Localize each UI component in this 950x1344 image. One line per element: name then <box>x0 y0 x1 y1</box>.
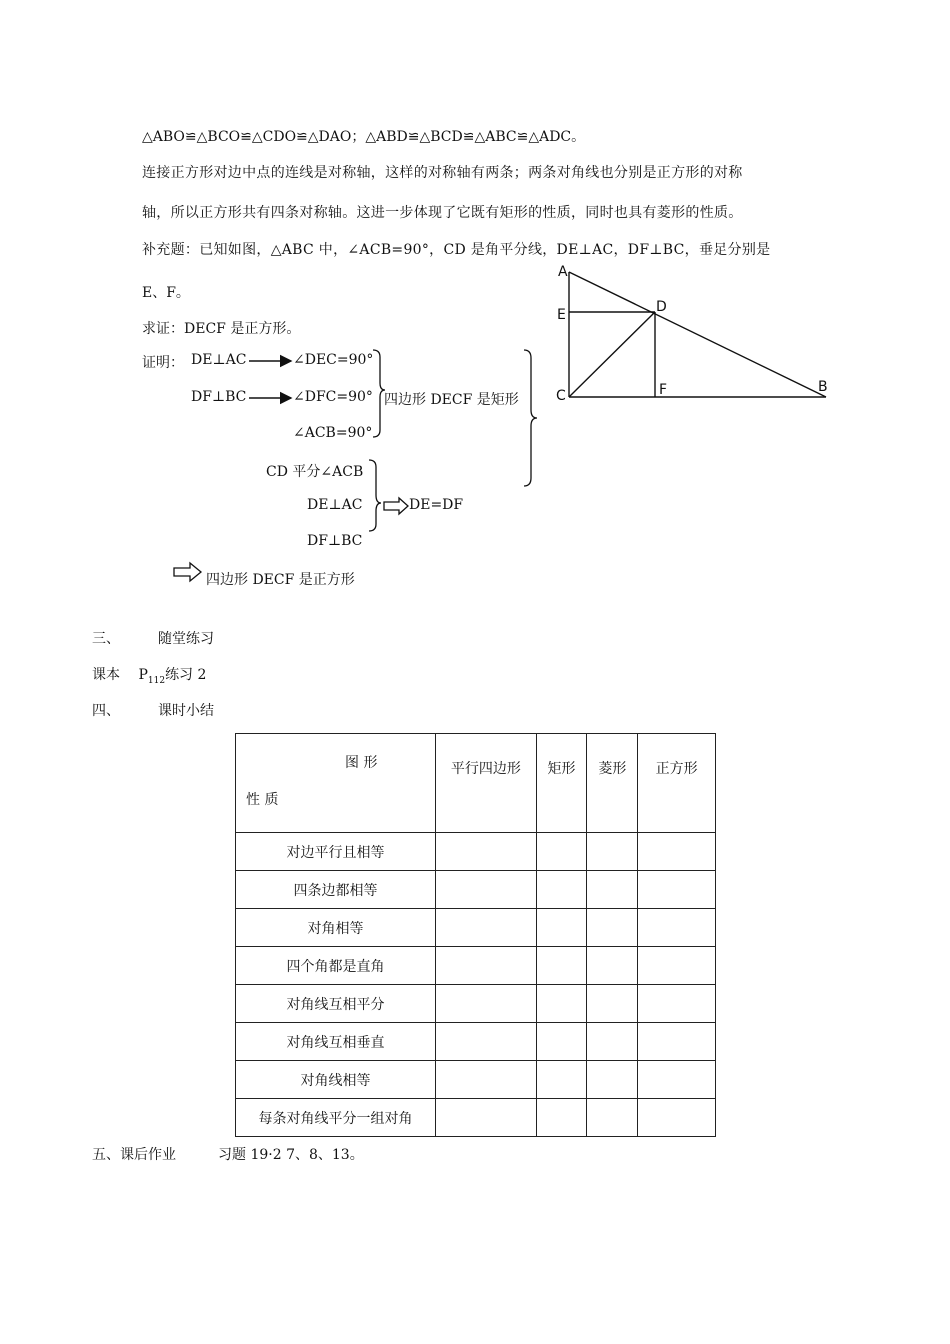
proof-step-de-perp-ac-2: DE⊥AC <box>307 497 363 513</box>
triangle-figure <box>569 272 826 397</box>
label-c: C <box>556 388 566 404</box>
table-row <box>236 1023 716 1061</box>
header-corner-cell <box>236 734 436 833</box>
table-row <box>236 947 716 985</box>
row-property: 对角相等 <box>236 909 436 947</box>
symmetry-paragraph-line1: 连接正方形对边中点的连线是对称轴，这样的对称轴有两条；两条对角线也分别是正方形的对称 <box>142 165 743 181</box>
table-row <box>236 909 716 947</box>
label-a: A <box>558 264 568 280</box>
proof-label: 证明： <box>142 355 184 371</box>
proof-rectangle-conclusion: 四边形 DECF 是矩形 <box>384 392 519 408</box>
table-row <box>236 1099 716 1137</box>
row-property: 对角线互相垂直 <box>236 1023 436 1061</box>
textbook-page-p: P <box>138 667 148 683</box>
proof-final-conclusion: 四边形 DECF 是正方形 <box>206 572 355 588</box>
proof-step-de-perp-ac: DE⊥AC <box>191 352 247 368</box>
symmetry-paragraph-line2: 轴，所以正方形共有四条对称轴。这进一步体现了它既有矩形的性质，同时也具有菱形的性质。 <box>142 205 743 221</box>
header-square: 正方形 <box>638 734 716 833</box>
textbook-prefix: 课本 <box>92 667 120 683</box>
label-b: B <box>818 379 828 395</box>
brace-equal <box>369 460 381 531</box>
label-d: D <box>656 299 667 315</box>
section5-homework: 习题 19·2 7、8、13。 <box>218 1147 364 1163</box>
section3-number: 三、 <box>92 631 120 647</box>
proof-angle-dfc: ∠DFC=90° <box>293 389 373 405</box>
proof-cd-bisects: CD 平分∠ACB <box>266 464 364 480</box>
problem-goal: 求证：DECF 是正方形。 <box>142 321 301 337</box>
table-row <box>236 985 716 1023</box>
header-parallelogram: 平行四边形 <box>436 734 537 833</box>
label-f: F <box>659 382 668 398</box>
summary-table <box>235 733 716 1137</box>
hollow-arrow-final <box>174 563 201 581</box>
hollow-arrow-de-df <box>384 498 408 514</box>
row-property: 每条对角线平分一组对角 <box>236 1099 436 1137</box>
table-row <box>236 871 716 909</box>
proof-de-equals-df: DE=DF <box>409 497 464 513</box>
segment-cd <box>569 312 655 397</box>
header-rectangle: 矩形 <box>536 734 587 833</box>
table-row <box>236 1061 716 1099</box>
row-property: 四个角都是直角 <box>236 947 436 985</box>
problem-statement-line1: 补充题：已知如图，△ABC 中，∠ACB=90°，CD 是角平分线，DE⊥AC，DF⊥BC，垂足分别是 <box>142 242 771 258</box>
header-figure-label: 图 形 <box>345 755 378 771</box>
row-property: 四条边都相等 <box>236 871 436 909</box>
table-row <box>236 833 716 871</box>
congruence-line: △ABO≌△BCO≌△CDO≌△DAO；△ABD≌△BCD≌△ABC≌△ADC。 <box>142 129 586 145</box>
table-header-row <box>236 734 716 833</box>
header-rhombus: 菱形 <box>587 734 638 833</box>
row-property: 对边平行且相等 <box>236 833 436 871</box>
proof-step-df-perp-bc: DF⊥BC <box>191 389 247 405</box>
row-property: 对角线相等 <box>236 1061 436 1099</box>
segment-ab <box>569 272 826 397</box>
row-property: 对角线互相平分 <box>236 985 436 1023</box>
textbook-page-number: 112 <box>147 675 166 686</box>
section4-number: 四、 <box>92 703 120 719</box>
brace-large <box>524 350 537 486</box>
proof-angle-acb: ∠ACB=90° <box>293 425 373 441</box>
section4-title: 课时小结 <box>158 703 214 719</box>
section5-label: 五、课后作业 <box>92 1147 176 1163</box>
header-property-label: 性 质 <box>246 792 279 808</box>
brace-rectangle <box>373 350 385 437</box>
label-e: E <box>557 307 566 323</box>
textbook-reference <box>92 664 206 686</box>
problem-statement-line2: E、F。 <box>142 285 190 301</box>
proof-diagram-graphics <box>0 0 950 620</box>
proof-step-df-perp-bc-2: DF⊥BC <box>307 533 363 549</box>
section3-title: 随堂练习 <box>158 631 214 647</box>
textbook-suffix: 练习 2 <box>165 667 207 683</box>
proof-angle-dec: ∠DEC=90° <box>293 352 374 368</box>
